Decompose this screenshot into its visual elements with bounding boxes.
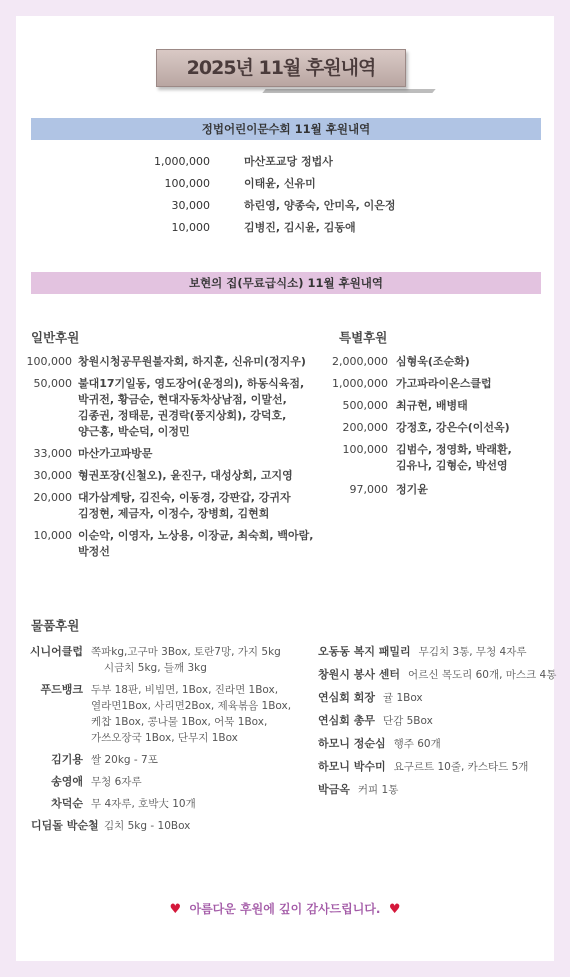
donation-amount: 500,000	[342, 399, 388, 412]
goods-item-line: 귤 1Box	[382, 692, 423, 704]
goods-row	[318, 713, 433, 729]
goods-donor-name: 푸드뱅크	[40, 683, 83, 696]
section-header-bohyeon: 보현의 집(무료급식소) 11월 후원내역	[31, 272, 541, 294]
goods-item-line: 열라면1Box, 사리면2Box, 제육볶음 1Box,	[91, 700, 292, 712]
donor-names: 이태윤, 신유미	[244, 177, 316, 190]
donor-names: 하린영, 양종숙, 안미옥, 이은정	[244, 199, 396, 212]
donation-amount: 100,000	[164, 177, 210, 190]
goods-donor-name: 디딤돌 박순철	[31, 819, 99, 832]
section-header-munsuhoe: 정법어린이문수회 11월 후원내역	[31, 118, 541, 140]
goods-item-line: 무청 6자루	[91, 776, 142, 788]
goods-item-line: 케찹 1Box, 콩나물 1Box, 어묵 1Box,	[91, 716, 268, 728]
goods-donor-name: 박금옥	[318, 783, 350, 796]
goods-item-line: 가쓰오장국 1Box, 단무지 1Box	[91, 732, 238, 744]
page-title: 2025년 11월 후원내역	[156, 49, 406, 87]
goods-donor-name: 연심회 회장	[318, 691, 375, 704]
donor-names-line: 가고파라이온스클럽	[396, 377, 492, 390]
donation-amount: 100,000	[342, 443, 388, 456]
donor-names-line: 정기윤	[396, 483, 428, 496]
donor-names-line: 이순악, 이영자, 노상용, 이장균, 최숙희, 백아람,	[78, 529, 314, 542]
goods-row	[318, 782, 398, 798]
donor-names-line: 마산가고파방문	[78, 447, 153, 460]
donation-amount: 200,000	[342, 421, 388, 434]
donor-names-line: 심형욱(조순화)	[396, 355, 470, 368]
heart-icon: ♥	[388, 902, 401, 917]
donor-names-line: 창원시청공무원불자회, 하지훈, 신유미(정지우)	[78, 355, 306, 368]
goods-donor-name: 하모니 박수미	[318, 760, 386, 773]
goods-donor-name: 연심회 총무	[318, 714, 375, 727]
goods-donor-name: 하모니 정순심	[318, 737, 386, 750]
title-shadow-decoration	[262, 89, 435, 93]
goods-row	[318, 759, 528, 775]
donation-amount: 10,000	[171, 221, 210, 234]
goods-donor-name: 김기용	[51, 753, 83, 766]
general-donation-title: 일반후원	[31, 330, 80, 345]
goods-item-line: 어르신 목도리 60개, 마스크 4통	[408, 669, 557, 681]
donation-amount: 100,000	[26, 355, 72, 368]
goods-item-line: 쌀 20kg - 7포	[91, 754, 158, 766]
donor-names-line: 형권포장(신철오), 윤진구, 대성상회, 고지영	[78, 469, 293, 482]
heart-icon: ♥	[169, 902, 182, 917]
donor-names-line: 김범수, 정영화, 박래환,	[396, 443, 512, 456]
donation-amount: 20,000	[33, 491, 72, 504]
title-banner	[156, 49, 432, 93]
goods-row	[318, 644, 527, 660]
goods-item-line: 두부 18판, 비빔면, 1Box, 진라면 1Box,	[91, 684, 279, 696]
donation-amount: 30,000	[171, 199, 210, 212]
donor-names-line: 김유나, 김형순, 박선영	[396, 459, 508, 472]
goods-item-line: 무김치 3통, 무청 4자루	[418, 646, 527, 658]
donor-names-line: 대가삼계탕, 김진숙, 이동경, 강판갑, 강귀자	[78, 491, 291, 504]
goods-item-line: 커피 1통	[357, 784, 399, 796]
goods-donor-name: 송영애	[51, 775, 83, 788]
goods-item-line: 행주 60개	[393, 738, 441, 750]
donor-names-line: 김종권, 정태문, 권경락(풍지상회), 강덕호,	[78, 409, 287, 422]
donation-amount: 2,000,000	[332, 355, 388, 368]
donation-amount: 1,000,000	[154, 155, 210, 168]
donor-names-line: 김정현, 제금자, 이정수, 장병희, 김현희	[78, 507, 270, 520]
thanks-message	[16, 900, 554, 917]
goods-item-line: 쪽파kg,고구마 3Box, 토란7망, 가지 5kg	[91, 646, 281, 658]
donation-amount: 50,000	[33, 377, 72, 390]
donor-names-line: 최규현, 배병태	[396, 399, 468, 412]
donation-report-page	[16, 16, 557, 961]
goods-item-line: 무 4자루, 호박大 10개	[91, 798, 196, 810]
goods-row	[318, 690, 423, 706]
goods-item-line: 시금치 5kg, 들깨 3kg	[104, 662, 207, 674]
goods-donor-name: 차덕순	[51, 797, 83, 810]
goods-donation-title: 물품후원	[31, 618, 80, 633]
donor-names: 김병진, 김시윤, 김동애	[244, 221, 356, 234]
donor-names-line: 양근홍, 박순덕, 이정민	[78, 425, 190, 438]
goods-item-line: 김치 5kg - 10Box	[104, 820, 191, 832]
donation-amount: 30,000	[33, 469, 72, 482]
donation-amount: 33,000	[33, 447, 72, 460]
donor-names-line: 불대17기일동, 영도장어(운정의), 하동식육점,	[78, 377, 305, 390]
goods-row	[318, 667, 556, 683]
goods-item-line: 단감 5Box	[382, 715, 433, 727]
donation-amount: 97,000	[349, 483, 388, 496]
donation-amount: 10,000	[33, 529, 72, 542]
goods-donor-name: 시니어클럽	[29, 645, 83, 658]
donor-names-line: 박정선	[78, 545, 110, 558]
goods-donor-name: 창원시 봉사 센터	[318, 668, 401, 681]
special-donation-title: 특별후원	[339, 330, 388, 345]
donor-names: 마산포교당 정법사	[244, 155, 333, 168]
goods-item-line: 요구르트 10줄, 카스타드 5개	[393, 761, 529, 773]
donor-names-line: 강정호, 강은수(이선옥)	[396, 421, 510, 434]
thanks-text: 아름다운 후원에 깊이 감사드립니다.	[189, 902, 381, 916]
goods-donor-name: 오동동 복지 패밀리	[318, 645, 411, 658]
donor-names-line: 박귀전, 황금순, 현대자동차상남점, 이말선,	[78, 393, 287, 406]
goods-row	[318, 736, 441, 752]
donation-amount: 1,000,000	[332, 377, 388, 390]
